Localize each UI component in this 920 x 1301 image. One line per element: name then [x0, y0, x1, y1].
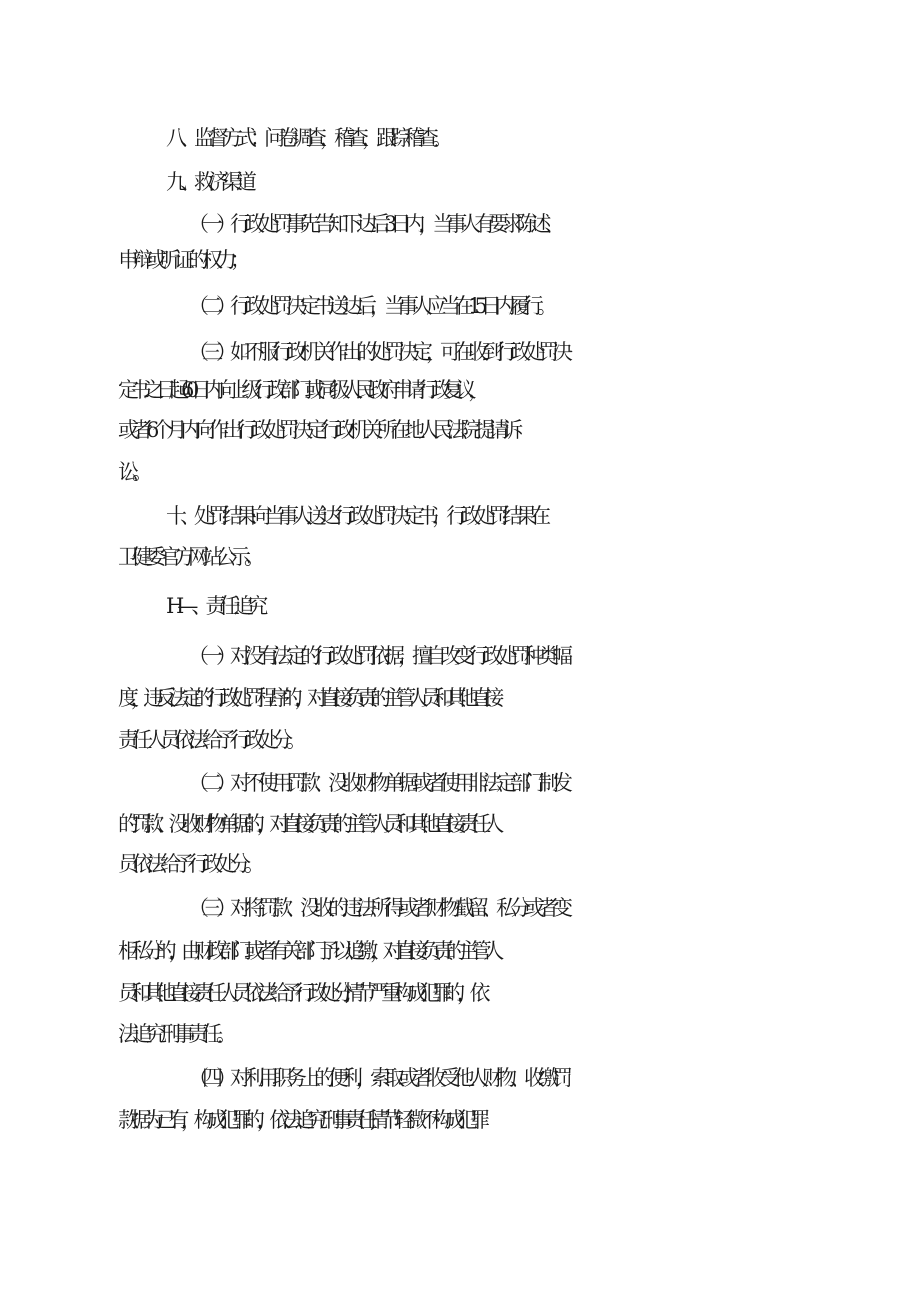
paragraph-line: 款据为己有，构成犯罪的，依法追究刑事责任;情节轻微不构成犯罪 — [118, 1108, 483, 1132]
paragraph-line: （二）对不使用罚款、没收财物单据或者使用非法定部门制发 — [188, 771, 566, 795]
paragraph-line: 申辩或听证的权力； — [118, 248, 244, 272]
paragraph-line: （三）如不服行政机关作出的处罚决定，可在收到行政处罚决 — [188, 340, 566, 364]
paragraph-line: （二）行政处罚决定书送达后，当事人应当在15日内履行。 — [188, 294, 551, 318]
paragraph-line: 责任人员依法给予行政处分。 — [118, 728, 300, 752]
paragraph-line: 卫健委官方网站公示。 — [118, 545, 258, 569]
paragraph-line: 讼。 — [118, 460, 146, 484]
paragraph-line: 的罚款、没收财物单据的，对直接负责的主管人员和其他直接责任人 — [118, 812, 496, 836]
paragraph-line: （四）对利用职务上的便利，索取或者收受他人财物、收缴罚 — [188, 1066, 566, 1090]
paragraph-line: 员依法给予行政处分。 — [118, 852, 258, 876]
section-9-heading: 九、救济渠道 — [166, 170, 250, 194]
paragraph-line: 法追究刑事责任。 — [118, 1022, 230, 1046]
paragraph-line: 定书之日起60日内向上级行政部门或同级人民政府申请行政复议， — [118, 378, 481, 402]
paragraph-line: （一）行政处罚事先告知下达后3日内，当事人有要求陈述、 — [188, 212, 559, 236]
paragraph-line: 度，违反法定的行政处罚程序的，对直接负责的主管人员和其他直接 — [118, 686, 496, 710]
paragraph-line: 或者6个月内向作出行政处罚决定行政机关所在地人民法院提请诉 — [118, 418, 517, 442]
section-10-result: 十、处罚结果:向当事人送达行政处罚决定书，行政处罚结果在 — [166, 504, 545, 528]
paragraph-line: （三）对将罚款、没收的违法所得或者财物截留、私分或者变 — [188, 896, 566, 920]
section-8-supervision: 八、监督方式：问卷调查，稽查，跟踪稽查。 — [166, 126, 446, 150]
paragraph-line: 相私分的，由财政部门或者有关部门予以追缴，对直接负责的主管人 — [118, 939, 496, 963]
paragraph-line: 员和其他直接责任人员依法给予行政处分;情节严重构成犯罪的，依 — [118, 981, 483, 1005]
section-11-heading: H—、责任追究 — [166, 594, 262, 618]
paragraph-line: （一）对没有法定的行政处罚依据，擅自改变行政处罚种类幅 — [188, 644, 566, 668]
